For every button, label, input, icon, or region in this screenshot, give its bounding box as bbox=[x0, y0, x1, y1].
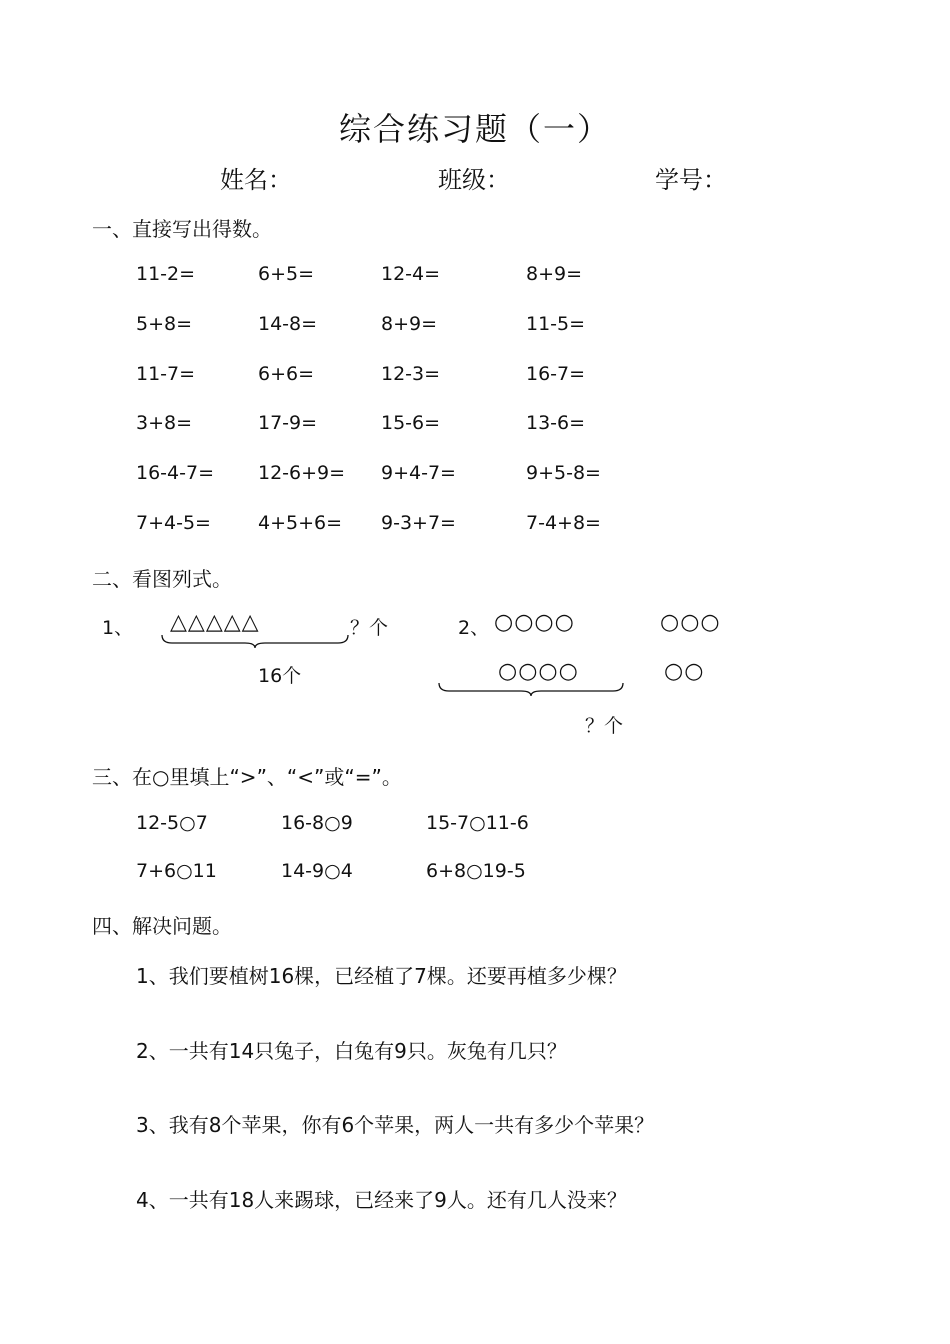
problem-cell: 11-2= bbox=[136, 263, 196, 285]
class-label: 班级： bbox=[438, 166, 510, 194]
curly-brace-1 bbox=[160, 633, 350, 649]
problem-cell: 12-4= bbox=[381, 263, 441, 285]
problem-cell: 17-9= bbox=[258, 412, 318, 434]
problem-cell: 8+9= bbox=[526, 263, 583, 285]
problem-cell: 14-8= bbox=[258, 313, 318, 335]
circle-row: ○○○○ bbox=[498, 659, 579, 684]
problem-cell: 7+4-5= bbox=[136, 512, 211, 534]
problem-number: 2、 bbox=[458, 617, 490, 639]
problem-number: 1、 bbox=[102, 617, 134, 639]
comparison-cell: 16-8○9 bbox=[281, 812, 353, 834]
problem-cell: 5+8= bbox=[136, 313, 193, 335]
problem-cell: 6+5= bbox=[258, 263, 315, 285]
problem-cell: 8+9= bbox=[381, 313, 438, 335]
circle-row: ○○ bbox=[664, 659, 705, 684]
unknown-count: ？个 bbox=[585, 715, 624, 737]
section2-heading: 二、看图列式。 bbox=[92, 567, 232, 591]
comparison-cell: 14-9○4 bbox=[281, 860, 353, 882]
problem-cell: 12-6+9= bbox=[258, 462, 346, 484]
problem-cell: 12-3= bbox=[381, 363, 441, 385]
problem-cell: 3+8= bbox=[136, 412, 193, 434]
total-count: 16个 bbox=[258, 665, 302, 687]
student-id-label: 学号： bbox=[655, 166, 727, 194]
word-problem: 2、一共有14只兔子，白兔有9只。灰兔有几只？ bbox=[136, 1039, 567, 1063]
triangle-row: △△△△△ bbox=[170, 610, 260, 635]
problem-cell: 9-3+7= bbox=[381, 512, 456, 534]
word-problem: 3、我有8个苹果，你有6个苹果，两人一共有多少个苹果？ bbox=[136, 1113, 655, 1137]
problem-cell: 16-7= bbox=[526, 363, 586, 385]
comparison-cell: 12-5○7 bbox=[136, 812, 208, 834]
problem-cell: 9+4-7= bbox=[381, 462, 456, 484]
name-label: 姓名： bbox=[220, 166, 292, 194]
problem-cell: 16-4-7= bbox=[136, 462, 214, 484]
comparison-cell: 15-7○11-6 bbox=[426, 812, 529, 834]
circle-row: ○○○○ bbox=[494, 610, 575, 635]
problem-cell: 11-7= bbox=[136, 363, 196, 385]
section1-heading: 一、直接写出得数。 bbox=[92, 217, 272, 241]
problem-cell: 7-4+8= bbox=[526, 512, 601, 534]
problem-cell: 15-6= bbox=[381, 412, 441, 434]
word-problem: 1、我们要植树16棵，已经植了7棵。还要再植多少棵？ bbox=[136, 964, 627, 988]
page-title: 综合练习题（一） bbox=[338, 110, 611, 148]
section3-heading: 三、在○里填上“>”、“<”或“=”。 bbox=[92, 765, 402, 789]
problem-cell: 9+5-8= bbox=[526, 462, 601, 484]
problem-cell: 11-5= bbox=[526, 313, 586, 335]
comparison-cell: 7+6○11 bbox=[136, 860, 217, 882]
circle-row: ○○○ bbox=[660, 610, 721, 635]
problem-cell: 4+5+6= bbox=[258, 512, 343, 534]
unknown-count: ？个 bbox=[350, 617, 389, 639]
problem-cell: 13-6= bbox=[526, 412, 586, 434]
problem-cell: 6+6= bbox=[258, 363, 315, 385]
comparison-cell: 6+8○19-5 bbox=[426, 860, 526, 882]
word-problem: 4、一共有18人来踢球，已经来了9人。还有几人没来？ bbox=[136, 1188, 627, 1212]
curly-brace-2 bbox=[437, 681, 625, 697]
section4-heading: 四、解决问题。 bbox=[92, 914, 232, 938]
